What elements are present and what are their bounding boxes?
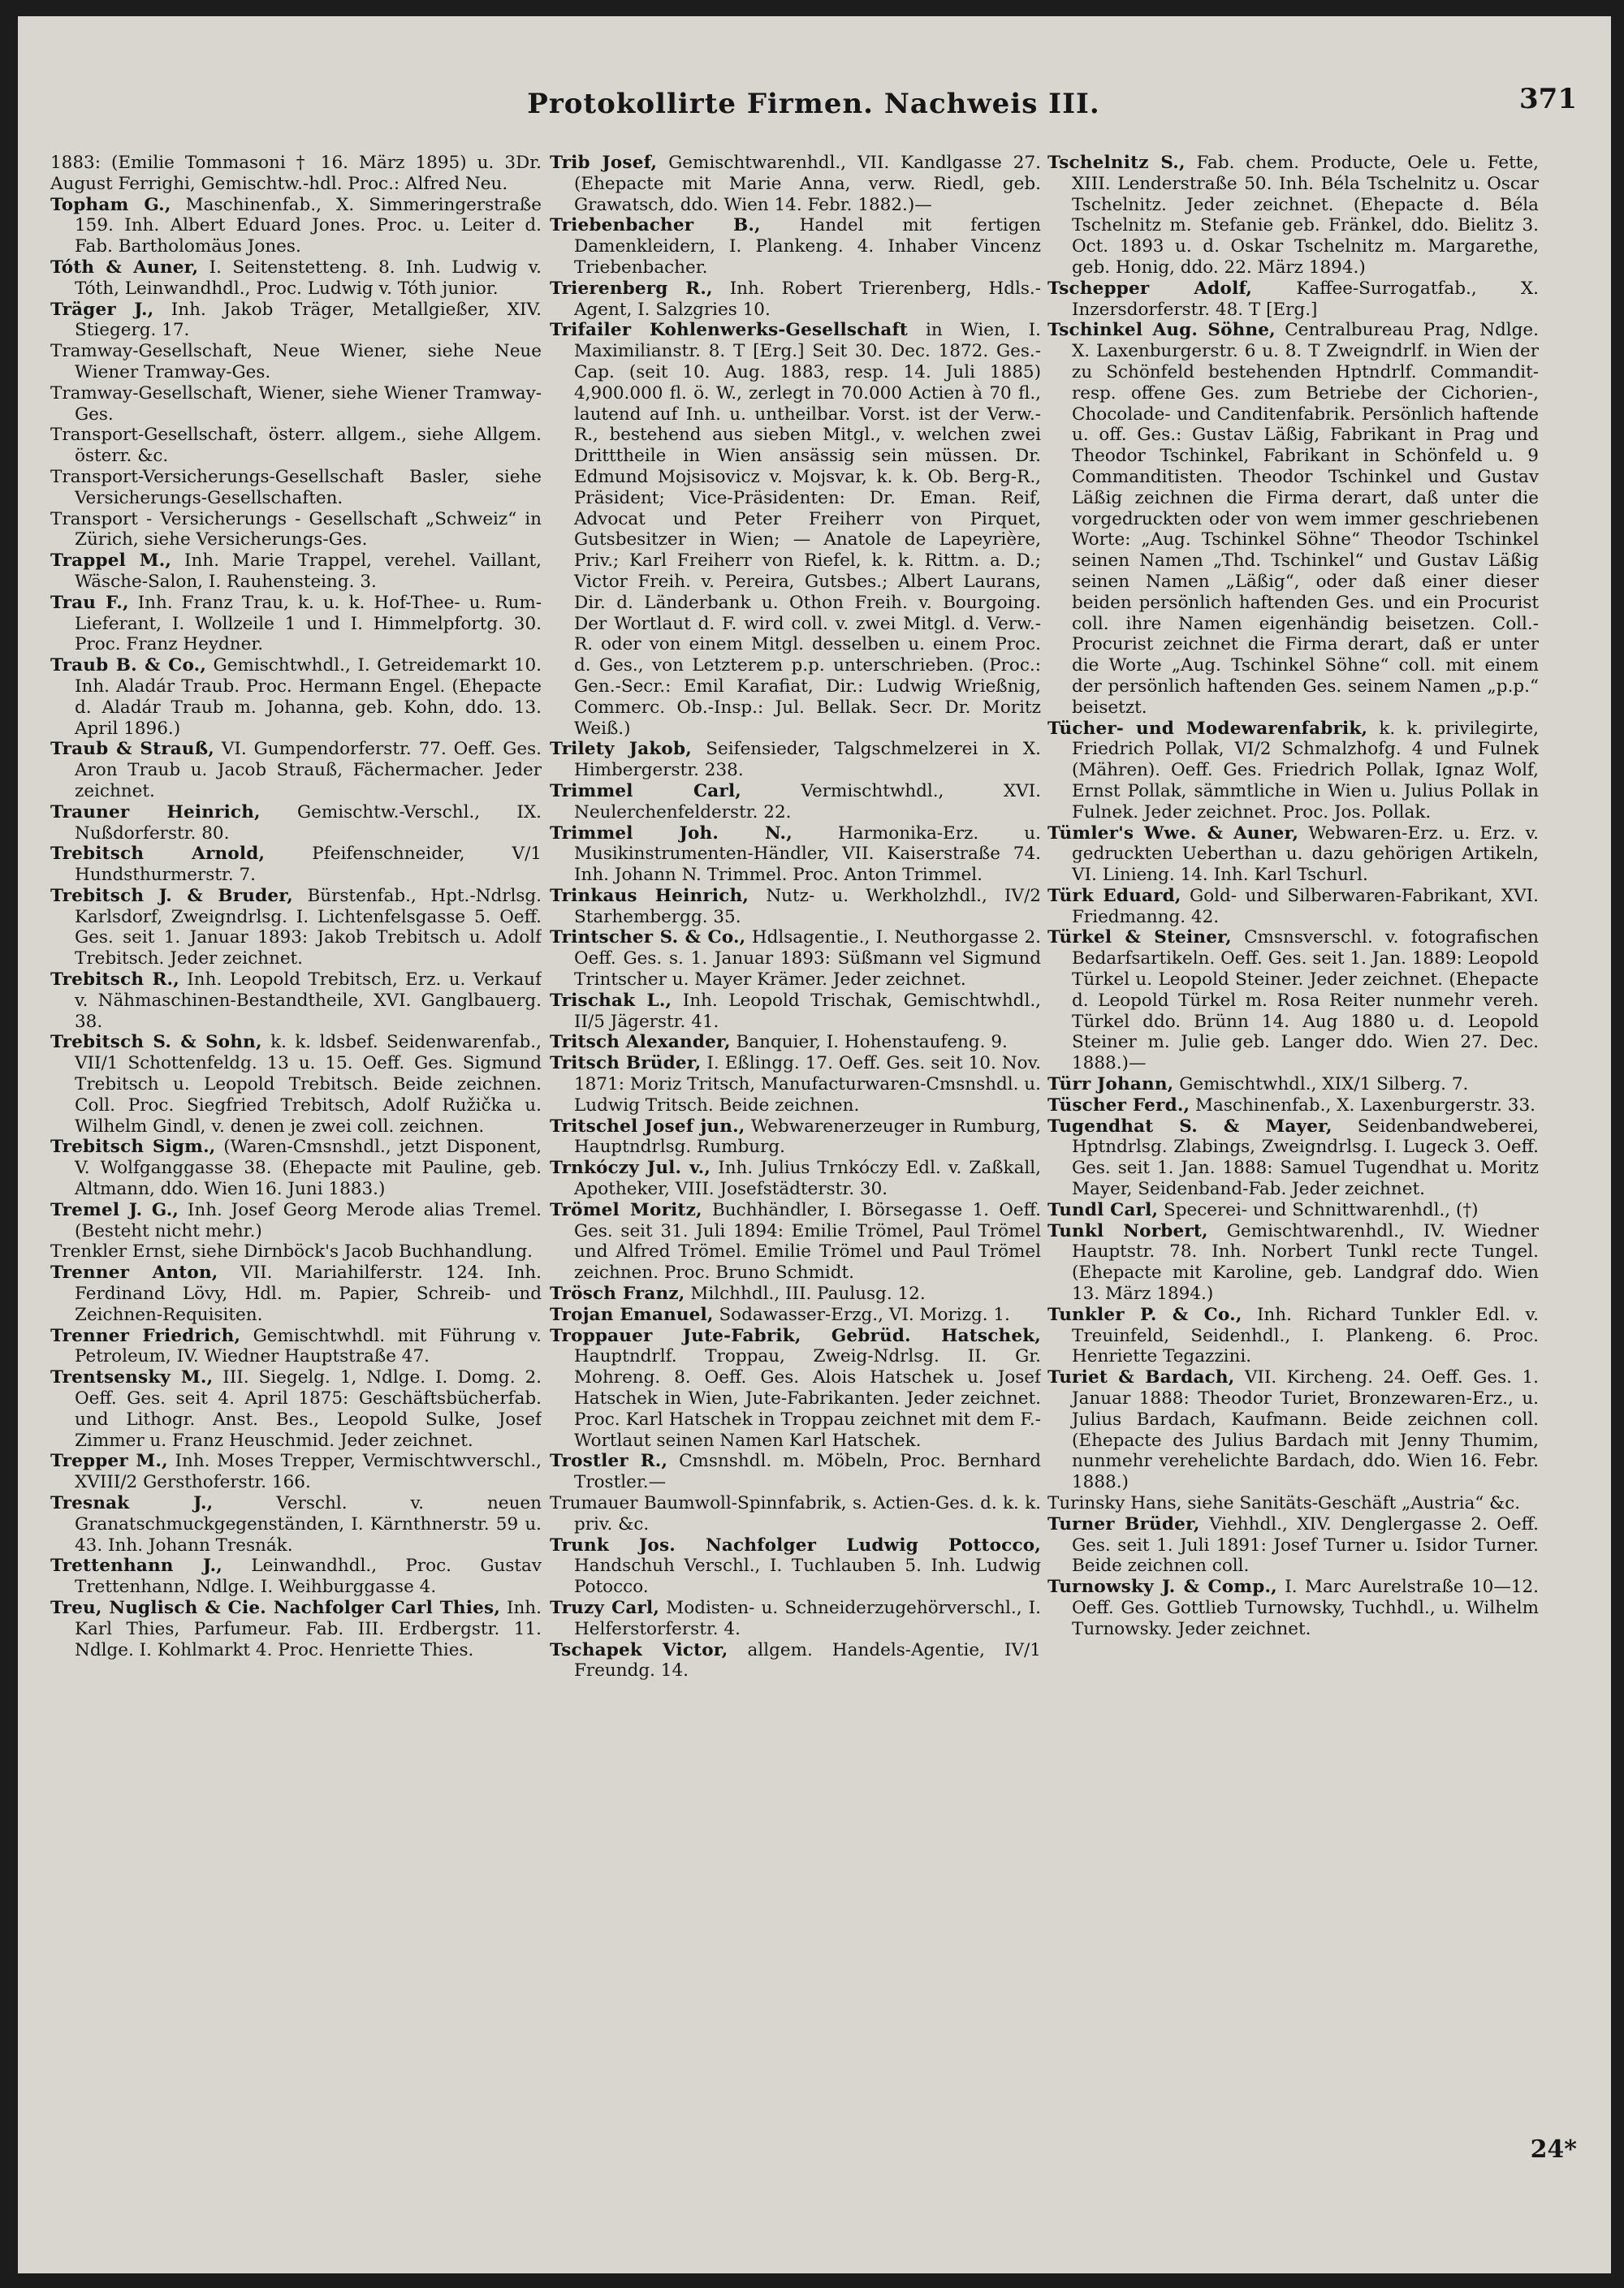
directory-entry (50, 802, 542, 844)
directory-entry (50, 257, 542, 300)
firm-name: Trimmel Carl, (550, 780, 741, 801)
firm-name: Türk Eduard, (1047, 885, 1181, 906)
directory-entry (50, 509, 542, 551)
directory-entry (50, 1326, 542, 1368)
firm-name: Türr Johann, (1047, 1074, 1174, 1095)
firm-name: Trentsensky M., (50, 1367, 214, 1388)
directory-entry (550, 739, 1041, 781)
entry-text: Banquier, I. Hohenstaufeng. 9. (736, 1032, 1008, 1053)
entry-text: Turinsky Hans, siehe Sanitäts-Geschäft „Austria“ &c. (1047, 1493, 1521, 1513)
firm-name: Trebitsch J. & Bruder, (50, 885, 293, 906)
directory-entry (1047, 1200, 1539, 1221)
signature-mark: 24* (1530, 2135, 1577, 2164)
firm-name: Trierenberg R., (550, 278, 713, 299)
directory-entry (1047, 1367, 1539, 1493)
firm-name: Tümler's Wwe. & Auner, (1047, 822, 1299, 844)
firm-name: Trau F., (50, 592, 129, 613)
entry-text: 1883: (Emilie Tommasoni † 16. März 1895) u. 3Dr. August Ferrighi, Gemischtw.-hdl. Proc.: Alfred Neu. (50, 153, 542, 194)
firm-name: Tundl Carl, (1047, 1199, 1159, 1220)
firm-name: Trenner Friedrich, (50, 1325, 241, 1346)
entry-text: Verschl. v. neuen Granatschmuckgegenständen, I. Kärnthnerstr. 59 u. 43. Inh. Johann Tresnák. (75, 1493, 542, 1556)
firm-name: Tóth & Auner, (50, 257, 199, 278)
firm-name: Traub & Strauß, (50, 739, 214, 760)
directory-entry (1047, 320, 1539, 718)
directory-entry (550, 1158, 1041, 1200)
firm-name: Trauner Heinrich, (50, 801, 261, 822)
entry-text: I. Seitenstetteng. 8. Inh. Ludwig v. Tóth, Leinwandhdl., Proc. Ludwig v. Tóth junior. (75, 257, 542, 299)
entry-text: Gold- und Silberwaren-Fabrikant, XVI. Friedmanng. 42. (1072, 885, 1539, 927)
entry-text: Handschuh Verschl., I. Tuchlauben 5. Inh. Ludwig Potocco. (574, 1556, 1041, 1598)
firm-name: Turnowsky J. & Comp., (1047, 1577, 1277, 1598)
firm-name: Traub B. & Co., (50, 655, 207, 676)
firm-name: Trilety Jakob, (550, 739, 692, 760)
firm-name: Trepper M., (50, 1451, 168, 1472)
directory-entry (550, 1535, 1041, 1598)
firm-name: Trebitsch Sigm., (50, 1137, 216, 1158)
firm-name: Trischak L., (550, 990, 672, 1011)
directory-entry (1047, 927, 1539, 1074)
entry-text: in Wien, I. Maximilianstr. 8. T [Erg.] Seit 30. Dec. 1872. Ges.-Cap. (seit 10. Aug. 1883, resp. 14. Juli 1885) 4,900.000 fl. ö. W., zerlegt in 70.000 Actien à 70 fl., lautend auf Inh. u. untheilbar. Vorst. ist der Verw.-R., bestehend aus sieben Mitgl., v. welchen zwei Dritttheile in Wien ansässig sein müssen. Dr. Edmund Mojsisovicz v. Mojsvar, k. k. Ob. Berg-R., Präsident; Vice-Präsidenten: Dr. Eman. Reif, Advocat und Peter Freiherr von Pirquet, Gutsbesitzer in Wien; — Anatole de Lapeyrière, Priv.; Karl Freiherr von Riefel, k. k. Rittm. a. D.; Victor Freih. v. Pereira, Gutsbes.; Albert Laurans, Dir. d. Länderbank u. Othon Freih. v. Bourgoing. Der Wortlaut d. F. wird coll. v. zwei Mitgl. d. Verw.-R. oder von einem Mitgl. desselben u. einem Proc. d. Ges., von Letzterem p.p. unterschrieben. (Proc.: Gen.-Secr.: Emil Karafiat, Dir.: Ludwig Wrießnig, Commerc. Ob.-Insp.: Jul. Bellak. Secr. Dr. Moritz Weiß.) (574, 320, 1041, 739)
entry-text: Inh. Richard Tunkler Edl. v. Treuinfeld, Seidenhdl., I. Plankeng. 6. Proc. Henriette Tegazzini. (1072, 1304, 1539, 1367)
directory-entry (550, 1284, 1041, 1305)
entry-text: Inh. Jakob Träger, Metallgießer, XIV. Stiegerg. 17. (75, 299, 542, 341)
directory-entry (50, 1032, 542, 1137)
entry-text: Gemischtwarenhdl., IV. Wiedner Hauptstr. 78. Inh. Norbert Tunkl recte Tungel. (Ehepacte mit Karoline, geb. Landgraf ddo. Wien 13. März 1894.) (1072, 1220, 1539, 1305)
directory-entry (550, 1640, 1041, 1682)
entry-text: Bürstenfab., Hpt.-Ndrlsg. Karlsdorf, Zweigndrlsg. I. Lichtenfelsgasse 5. Oeff. Ges. seit 1. Januar 1893: Jakob Trebitsch u. Adolf Trebitsch. Jeder zeichnet. (75, 885, 542, 969)
entry-text: Harmonika-Erz. u. Musikinstrumenten-Händler, VII. Kaiserstraße 74. Inh. Johann N. Trimmel. Proc. Anton Trimmel. (574, 822, 1041, 886)
firm-name: Trömel Moritz, (550, 1199, 702, 1220)
firm-name: Tugendhat S. & Mayer, (1047, 1116, 1332, 1137)
firm-name: Trenner Anton, (50, 1263, 218, 1284)
directory-entry (50, 886, 542, 969)
directory-entry (1047, 1095, 1539, 1116)
page-number: 371 (1519, 83, 1577, 115)
directory-entry (50, 1367, 542, 1451)
entry-text: Maschinenfab., X. Laxenburgerstr. 33. (1195, 1094, 1536, 1116)
entry-text: Modisten- u. Schneiderzugehörverschl., I. Helferstorferstr. 4. (574, 1597, 1041, 1639)
entry-text: VII. Kircheng. 24. Oeff. Ges. 1. Januar 1888: Theodor Turiet, Bronzewaren-Erz., u. Julius Bardach, Kaufmann. Beide zeichnen coll. (Ehepacte des Julius Bardach mit Jenny Thumim, nunmehr verehelichte Bardach, ddo. Wien 16. Febr. 1888.) (1072, 1367, 1539, 1493)
directory-entry (550, 1326, 1041, 1452)
entry-text: Inh. Leopold Trischak, Gemischtwhdl., II/5 Jägerstr. 41. (574, 990, 1041, 1032)
directory-entry (550, 215, 1041, 278)
entry-text: Transport - Versicherungs - Gesellschaft „Schweiz“ in Zürich, siehe Versicherungs-Ges. (50, 508, 542, 550)
entry-text: Webwarenerzeuger in Rumburg, Hauptndrlsg. Rumburg. (574, 1116, 1041, 1158)
directory-page (18, 16, 1611, 2273)
directory-entry (1047, 886, 1539, 928)
firm-name: Truzy Carl, (550, 1597, 660, 1618)
directory-entry (550, 1598, 1041, 1640)
entry-text: Transport-Versicherungs-Gesellschaft Basler, siehe Versicherungs-Gesellschaften. (50, 466, 542, 508)
entry-text: Gemischtwhdl., I. Getreidemarkt 10. Inh. Aladár Traub. Proc. Hermann Engel. (Ehepacte d. Aladár Traub m. Johanna, geb. Kohn, ddo. 13. April 1896.) (75, 655, 542, 739)
entry-text: Inh. Karl Thies, Parfumeur. Fab. III. Erdbergstr. 11. Ndlge. I. Kohlmarkt 4. Proc. Henriette Thies. (75, 1597, 542, 1660)
entry-text: Inh. Robert Trierenberg, Hdls.-Agent, I. Salzgries 10. (574, 278, 1041, 320)
directory-entry (550, 1305, 1041, 1326)
firm-name: Tschelnitz S., (1047, 153, 1186, 173)
entry-text: Viehhdl., XIV. Denglergasse 2. Oeff. Ges. seit 1. Juli 1891: Josef Turner u. Isidor Turner. Beide zeichnen coll. (1072, 1513, 1539, 1577)
firm-name: Tritsch Brüder, (550, 1053, 702, 1074)
entry-text: Inh. Franz Trau, k. u. k. Hof-Thee- u. Rum-Lieferant, I. Wollzeile 1 und I. Himmelpfortg. 30. Proc. Franz Heydner. (75, 592, 542, 655)
directory-entry (550, 153, 1041, 215)
entry-text: VII. Mariahilferstr. 124. Inh. Ferdinand Lövy, Hdl. m. Papier, Schreib- und Zeichnen-Requisiten. (75, 1263, 542, 1325)
entry-text: Gemischtwhdl. mit Führung v. Petroleum, IV. Wiedner Hauptstraße 47. (75, 1325, 542, 1367)
firm-name: Trebitsch S. & Sohn, (50, 1032, 262, 1053)
directory-entry (550, 823, 1041, 886)
entry-text: Pfeifenschneider, V/1 Hundsthurmerstr. 7. (75, 844, 542, 886)
directory-entry (50, 593, 542, 655)
directory-entry (50, 1493, 542, 1556)
entry-text: Gemischtwarenhdl., VII. Kandlgasse 27. (Ehepacte mit Marie Anna, verw. Riedl, geb. Grawatsch, ddo. Wien 14. Febr. 1882.)— (574, 153, 1041, 215)
entry-text: Hdlsagentie., I. Neuthorgasse 2. Oeff. Ges. s. 1. Januar 1893: Süßmann vel Sigmund Trintscher u. Mayer Krämer. Jeder zeichnet. (574, 927, 1041, 991)
firm-name: Tüscher Ferd., (1047, 1094, 1190, 1116)
entry-text: Fab. chem. Producte, Oele u. Fette, XIII. Lenderstraße 50. Inh. Béla Tschelnitz u. Oscar Tschelnitz. Jeder zeichnet. (Ehepacte d. Béla Tschelnitz m. Stefanie geb. Fränkel, ddo. Bielitz 3. Oct. 1893 u. d. Oskar Tschelnitz m. Margarethe, geb. Honig, ddo. 22. März 1894.) (1072, 153, 1539, 278)
entry-text: Seidenbandweberei, Hptndrlsg. Zlabings, Zweigndrlsg. I. Lugeck 3. Oeff. Ges. seit 1. Jan. 1888: Samuel Tugendhat u. Moritz Mayer, Seidenband-Fab. Jeder zeichnet. (1072, 1116, 1539, 1200)
firm-name: Türkel & Steiner, (1047, 927, 1232, 948)
firm-name: Tritschel Josef jun., (550, 1116, 745, 1137)
firm-name: Trib Josef, (550, 153, 658, 173)
directory-entry (50, 341, 542, 383)
directory-entry (1047, 278, 1539, 321)
directory-entry (1047, 1577, 1539, 1639)
entry-text: Tramway-Gesellschaft, Neue Wiener, siehe Neue Wiener Tramway-Ges. (50, 341, 542, 382)
firm-name: Trnkóczy Jul. v., (550, 1158, 711, 1179)
firm-name: Trösch Franz, (550, 1284, 685, 1305)
directory-entry (50, 655, 542, 739)
entry-text: (Waren-Cmsnshdl., jetzt Disponent, V. Wolfganggasse 38. (Ehepacte mit Pauline, geb. Altmann, ddo. Wien 16. Juni 1883.) (75, 1137, 542, 1200)
directory-entry (550, 1200, 1041, 1284)
directory-entry (50, 383, 542, 425)
directory-entry (1047, 1116, 1539, 1200)
entry-text: k. k. privilegirte, Friedrich Pollak, VI/2 Schmalzhofg. 4 und Fulnek (Mähren). Oeff. Ges. Friedrich Pollak, Ignaz Wolf, Ernst Pollak, sämmtliche in Wien u. Julius Pollak in Fulnek. Jeder zeichnet. Proc. Jos. Pollak. (1072, 718, 1539, 822)
entry-text: Seifensieder, Talgschmelzerei in X. Himbergerstr. 238. (574, 739, 1041, 781)
firm-name: Tschepper Adolf, (1047, 278, 1253, 299)
directory-entry (50, 969, 542, 1032)
entry-text: I. Eßlingg. 17. Oeff. Ges. seit 10. Nov. 1871: Moriz Tritsch, Manufacturwaren-Cmsnshdl. u. Ludwig Tritsch. Beide zeichnen. (574, 1053, 1041, 1116)
entry-text: Trenkler Ernst, siehe Dirnböck's Jacob Buchhandlung. (50, 1241, 533, 1263)
entry-text: Leinwandhdl., Proc. Gustav Trettenhann, Ndlge. I. Weihburggasse 4. (75, 1556, 542, 1598)
firm-name: Treu, Nuglisch & Cie. Nachfolger Carl Thies, (50, 1597, 501, 1618)
entry-text: Specerei- und Schnittwarenhdl., (†) (1164, 1199, 1479, 1220)
entry-text: Inh. Josef Georg Merode alias Tremel. (Besteht nicht mehr.) (75, 1199, 542, 1241)
directory-entry (1047, 719, 1539, 823)
column-right (1047, 153, 1539, 2134)
entry-text: Nutz- u. Werkholzhdl., IV/2 Starhembergg. 35. (574, 885, 1041, 927)
column-left (50, 153, 542, 2134)
directory-entry (1047, 1514, 1539, 1577)
entry-text: Cmsnsverschl. v. fotografischen Bedarfsartikeln. Oeff. Ges. seit 1. Jan. 1889: Leopold Türkel u. Leopold Steiner. Jeder zeichnet. (Ehepacte d. Leopold Türkel m. Rosa Reiter nunmehr vereh. Türkel ddo. Brünn 14. Aug 1880 u. d. Leopold Steiner m. Julie geb. Langer ddo. Wien 27. Dec. 1888.)— (1072, 927, 1539, 1074)
entry-text: Inh. Moses Trepper, Vermischtwverschl., XVIII/2 Gersthoferstr. 166. (75, 1451, 542, 1493)
firm-name: Tremel J. G., (50, 1199, 179, 1220)
entry-text: Transport-Gesellschaft, österr. allgem., siehe Allgem. österr. &c. (50, 425, 542, 467)
directory-entry (550, 781, 1041, 823)
directory-entry (550, 991, 1041, 1033)
directory-entry (50, 153, 542, 195)
column-middle (550, 153, 1041, 2134)
firm-name: Tücher- und Modewarenfabrik, (1047, 718, 1368, 739)
directory-entry (50, 1200, 542, 1242)
running-head (50, 67, 1577, 140)
directory-entry (550, 886, 1041, 928)
directory-entry (550, 320, 1041, 739)
firm-name: Trinkaus Heinrich, (550, 885, 749, 906)
directory-entry (50, 300, 542, 342)
firm-name: Trojan Emanuel, (550, 1304, 714, 1325)
firm-name: Trostler R., (550, 1451, 668, 1472)
entry-text: Kaffee-Surrogatfab., X. Inzersdorferstr. 48. T [Erg.] (1072, 278, 1539, 320)
firm-name: Tunkl Norbert, (1047, 1220, 1208, 1241)
firm-name: Trappel M., (50, 550, 172, 572)
entry-text: k. k. ldsbef. Seidenwarenfab., VII/1 Schottenfeldg. 13 u. 15. Oeff. Ges. Sigmund Trebitsch u. Leopold Trebitsch. Beide zeichnen. Coll. Proc. Siegfried Trebitsch, Adolf Ružička u. Wilhelm Gindl, v. denen je zwei coll. zeichnen. (75, 1032, 542, 1137)
directory-entry (1047, 1074, 1539, 1095)
firm-name: Trintscher S. & Co., (550, 927, 746, 948)
directory-entry (1047, 1493, 1539, 1514)
firm-name: Tritsch Alexander, (550, 1032, 731, 1053)
firm-name: Tresnak J., (50, 1493, 214, 1513)
directory-entry (550, 927, 1041, 990)
directory-entry (550, 1053, 1041, 1116)
directory-entry (1047, 1221, 1539, 1305)
directory-entry (50, 1137, 542, 1199)
firm-name: Troppauer Jute-Fabrik, Gebrüd. Hatschek, (550, 1325, 1041, 1346)
entry-text: Tramway-Gesellschaft, Wiener, siehe Wiener Tramway-Ges. (50, 382, 542, 425)
directory-entry (550, 1116, 1041, 1159)
firm-name: Turner Brüder, (1047, 1513, 1200, 1535)
entry-text: Vermischtwhdl., XVI. Neulerchenfelderstr. 22. (574, 780, 1041, 822)
firm-name: Trebitsch R., (50, 969, 179, 991)
entry-text: Milchhdl., III. Paulusg. 12. (690, 1284, 926, 1305)
firm-name: Trettenhann J., (50, 1556, 222, 1577)
entry-text: I. Marc Aurelstraße 10—12. Oeff. Ges. Gottlieb Turnowsky, Tuchhdl., u. Wilhelm Turnowsky. Jeder zeichnet. (1072, 1577, 1539, 1639)
entry-text: allgem. Handels-Agentie, IV/1 Freundg. 14. (574, 1639, 1041, 1681)
entry-text: Webwaren-Erz. u. Erz. v. gedruckten Ueberthan u. dazu gehörigen Artikeln, VI. Linieng. 14. Inh. Karl Tschurl. (1072, 822, 1539, 886)
directory-entry (550, 1451, 1041, 1493)
entry-text: Inh. Julius Trnkóczy Edl. v. Zaßkall, Apotheker, VIII. Josefstädterstr. 30. (574, 1158, 1041, 1200)
firm-name: Tschapek Victor, (550, 1639, 728, 1660)
firm-name: Träger J., (50, 299, 154, 320)
entry-text: Trumauer Baumwoll-Spinnfabrik, s. Actien-Ges. d. k. k. priv. &c. (550, 1493, 1041, 1535)
entry-text: Hauptndrlf. Troppau, Zweig-Ndrlsg. II. Gr. Mohreng. 8. Oeff. Ges. Alois Hatschek u. Josef Hatschek in Wien, Jute-Fabrikanten. Jeder zeichnet. Proc. Karl Hatschek in Troppau zeichnet mit dem F.-Wortlaut seinen Namen Karl Hatschek. (574, 1346, 1041, 1451)
entry-text: Inh. Leopold Trebitsch, Erz. u. Verkauf v. Nähmaschinen-Bestandtheile, XVI. Ganglbauerg. 38. (75, 969, 542, 1032)
entry-text: Gemischtw.-Verschl., IX. Nußdorferstr. 80. (75, 801, 542, 844)
entry-text: Centralbureau Prag, Ndlge. X. Laxenburgerstr. 6 u. 8. T Zweigndrlf. in Wien der zu Schönfeld bestehenden Hptndrlf. Commandit- resp. offene Ges. zum Betriebe der Cichorien-, Chocolade- und Canditenfabrik. Persönlich haftende u. off. Ges.: Gustav Läßig, Fabrikant in Prag und Theodor Tschinkel, Fabrikant in Schönfeld u. 9 Commanditisten. Theodor Tschinkel und Gustav Läßig zeichnen die Firma derart, daß unter die vorgedruckten oder von wem immer geschriebenen Worte: „Aug. Tschinkel Söhne“ Theodor Tschinkel seinen Namen „Thd. Tschinkel“ und Gustav Läßig seinen Namen „Läßig“, oder daß einer dieser beiden persönlich haftenden Ges. und ein Procurist coll. ihre Namen eigenhändig beisetzen. Coll.-Procurist zeichnet die Firma derart, daß er unter die Worte „Aug. Tschinkel Söhne“ coll. mit einem der persönlich haftenden Ges. seinem Namen „p.p.“ beisetzt. (1072, 320, 1539, 718)
entry-text: Handel mit fertigen Damenkleidern, I. Plankeng. 4. Inhaber Vincenz Triebenbacher. (574, 215, 1041, 278)
directory-entry (550, 278, 1041, 321)
directory-entry (50, 1263, 542, 1325)
directory-entry (50, 195, 542, 257)
entry-text: Gemischtwhdl., XIX/1 Silberg. 7. (1179, 1074, 1469, 1095)
directory-entry (50, 1451, 542, 1493)
directory-entry (550, 1032, 1041, 1053)
directory-entry (550, 1493, 1041, 1535)
directory-entry (50, 844, 542, 886)
firm-name: Trimmel Joh. N., (550, 822, 793, 844)
directory-entry (50, 550, 542, 593)
entry-text: Cmsnshdl. m. Möbeln, Proc. Bernhard Trostler.— (574, 1451, 1041, 1493)
directory-entry (1047, 1305, 1539, 1367)
entry-text: VI. Gumpendorferstr. 77. Oeff. Ges. Aron Traub u. Jacob Strauß, Fächermacher. Jeder zeichnet. (75, 739, 542, 801)
firm-name: Tschinkel Aug. Söhne, (1047, 320, 1276, 341)
entry-text: Maschinenfab., X. Simmeringerstraße 159. Inh. Albert Eduard Jones. Proc. u. Leiter d. Fab. Bartholomäus Jones. (75, 194, 542, 257)
entry-text: III. Siegelg. 1, Ndlge. I. Domg. 2. Oeff. Ges. seit 4. April 1875: Geschäftsbücherfab. und Lithogr. Anst. Bes., Leopold Sulke, Josef Zimmer u. Franz Heuschmid. Jeder zeichnet. (75, 1367, 542, 1451)
firm-name: Turiet & Bardach, (1047, 1367, 1235, 1388)
firm-name: Topham G., (50, 194, 171, 215)
firm-name: Triebenbacher B., (550, 215, 761, 236)
entry-text: Sodawasser-Erzg., VI. Morizg. 1. (719, 1304, 1010, 1325)
directory-entry (1047, 153, 1539, 278)
directory-entry (50, 1598, 542, 1660)
firm-name: Trifailer Kohlenwerks-Gesellschaft (550, 320, 909, 341)
entry-text: Buchhändler, I. Börsegasse 1. Oeff. Ges. seit 31. Juli 1894: Emilie Trömel, Paul Trömel und Alfred Trömel. Emilie Trömel und Paul Trömel zeichnen. Proc. Bruno Schmidt. (574, 1199, 1041, 1284)
directory-entry (50, 425, 542, 467)
directory-entry (50, 739, 542, 801)
firm-name: Tunkler P. & Co., (1047, 1304, 1242, 1325)
firm-name: Trebitsch Arnold, (50, 844, 266, 865)
entry-text: Inh. Marie Trappel, verehel. Vaillant, Wäsche-Salon, I. Rauhensteing. 3. (75, 550, 542, 592)
page-title: Protokollirte Firmen. Nachweis III. (527, 88, 1100, 120)
firm-name: Trunk Jos. Nachfolger Ludwig Pottocco, (550, 1535, 1041, 1556)
directory-entry (50, 1241, 542, 1263)
directory-entry (1047, 823, 1539, 886)
directory-entry (50, 1556, 542, 1598)
directory-entry (50, 467, 542, 509)
